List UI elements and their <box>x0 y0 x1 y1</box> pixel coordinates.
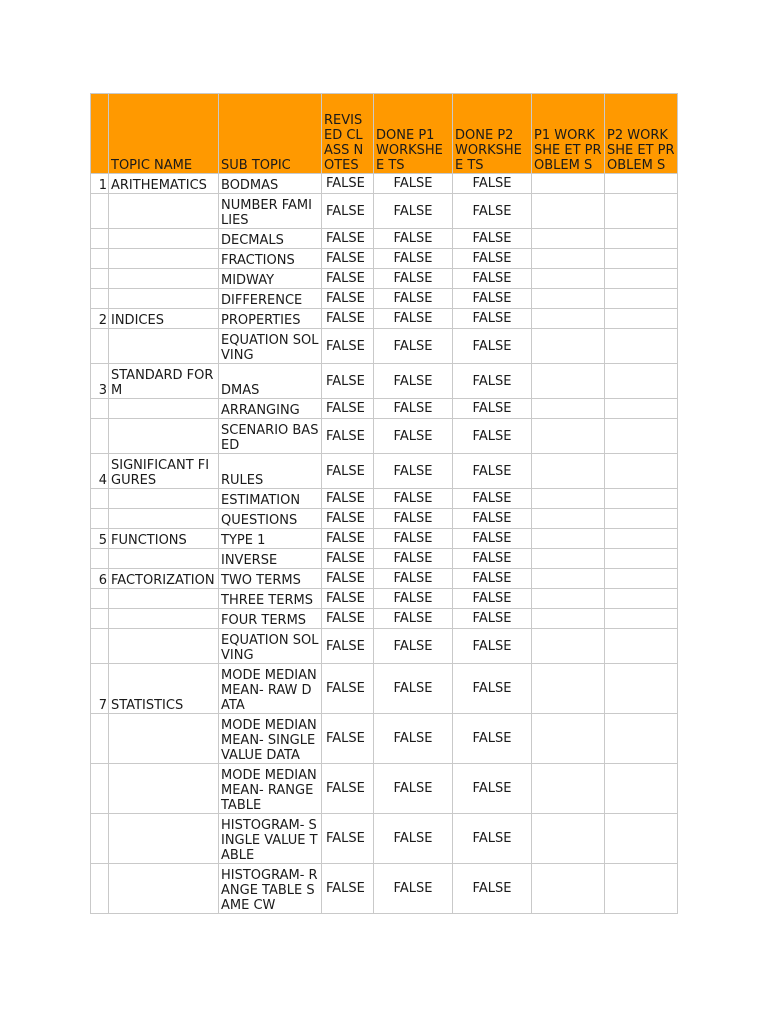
p2-problems-cell[interactable] <box>605 864 678 914</box>
sub-topic-cell[interactable]: DECMALS <box>219 229 322 249</box>
p1-worksheets-cell[interactable]: FALSE <box>374 714 453 764</box>
topic-name-cell[interactable] <box>109 814 219 864</box>
header-revised-class-notes[interactable]: REVIS ED CLASS NOTES <box>322 94 374 174</box>
row-number-cell[interactable] <box>91 864 109 914</box>
p1-problems-cell[interactable] <box>532 629 605 664</box>
revised-notes-cell[interactable]: FALSE <box>322 249 374 269</box>
p1-problems-cell[interactable] <box>532 269 605 289</box>
header-sub-topic[interactable]: SUB TOPIC <box>219 94 322 174</box>
p2-problems-cell[interactable] <box>605 419 678 454</box>
p1-problems-cell[interactable] <box>532 814 605 864</box>
p1-problems-cell[interactable] <box>532 229 605 249</box>
topic-name-cell[interactable]: FUNCTIONS <box>109 529 219 549</box>
table-row <box>91 529 678 549</box>
row-number-cell[interactable] <box>91 549 109 569</box>
p2-problems-cell[interactable] <box>605 489 678 509</box>
topic-name-cell[interactable] <box>109 864 219 914</box>
table-body <box>91 174 678 914</box>
table-row <box>91 174 678 194</box>
p2-problems-cell[interactable] <box>605 194 678 229</box>
revision-tracker-table <box>90 93 678 914</box>
p1-worksheets-cell[interactable]: FALSE <box>374 509 453 529</box>
sub-topic-cell[interactable]: TYPE 1 <box>219 529 322 549</box>
p1-worksheets-cell[interactable]: FALSE <box>374 489 453 509</box>
p1-problems-cell[interactable] <box>532 609 605 629</box>
row-number-cell[interactable] <box>91 589 109 609</box>
topic-name-cell[interactable] <box>109 289 219 309</box>
p2-worksheets-cell[interactable]: FALSE <box>453 529 532 549</box>
topic-name-cell[interactable]: STATISTICS <box>109 664 219 714</box>
p1-problems-cell[interactable] <box>532 289 605 309</box>
p1-worksheets-cell[interactable]: FALSE <box>374 569 453 589</box>
p2-worksheets-cell[interactable]: FALSE <box>453 419 532 454</box>
p1-problems-cell[interactable] <box>532 249 605 269</box>
p2-problems-cell[interactable] <box>605 399 678 419</box>
p2-problems-cell[interactable] <box>605 329 678 364</box>
topic-name-cell[interactable]: STANDARD FORM <box>109 364 219 399</box>
p1-worksheets-cell[interactable]: FALSE <box>374 174 453 194</box>
topic-name-cell[interactable] <box>109 419 219 454</box>
p1-problems-cell[interactable] <box>532 364 605 399</box>
p1-problems-cell[interactable] <box>532 454 605 489</box>
p1-problems-cell[interactable] <box>532 764 605 814</box>
p2-problems-cell[interactable] <box>605 609 678 629</box>
p1-worksheets-cell[interactable]: FALSE <box>374 249 453 269</box>
topic-name-cell[interactable]: SIGNIFICANT FIGURES <box>109 454 219 489</box>
topic-name-cell[interactable] <box>109 629 219 664</box>
topic-name-cell[interactable] <box>109 489 219 509</box>
sub-topic-cell[interactable]: HISTOGRAM- SINGLE VALUE TABLE <box>219 814 322 864</box>
topic-name-cell[interactable] <box>109 194 219 229</box>
sub-topic-cell[interactable]: FRACTIONS <box>219 249 322 269</box>
row-number-cell[interactable] <box>91 814 109 864</box>
revised-notes-cell[interactable]: FALSE <box>322 714 374 764</box>
table-row <box>91 229 678 249</box>
p1-problems-cell[interactable] <box>532 174 605 194</box>
sub-topic-cell[interactable]: RULES <box>219 454 322 489</box>
p2-worksheets-cell[interactable]: FALSE <box>453 399 532 419</box>
sub-topic-cell[interactable]: MODE MEDIAN MEAN- RAW DATA <box>219 664 322 714</box>
p2-worksheets-cell[interactable]: FALSE <box>453 664 532 714</box>
sub-topic-cell[interactable]: EQUATION SOLVING <box>219 329 322 364</box>
sub-topic-cell[interactable]: NUMBER FAMILIES <box>219 194 322 229</box>
row-number-cell[interactable]: 6 <box>91 569 109 589</box>
p2-worksheets-cell[interactable]: FALSE <box>453 364 532 399</box>
topic-name-cell[interactable] <box>109 249 219 269</box>
p2-worksheets-cell[interactable]: FALSE <box>453 549 532 569</box>
p1-problems-cell[interactable] <box>532 399 605 419</box>
table-row <box>91 309 678 329</box>
p2-problems-cell[interactable] <box>605 269 678 289</box>
table-row <box>91 609 678 629</box>
revised-notes-cell[interactable]: FALSE <box>322 309 374 329</box>
sub-topic-cell[interactable]: MODE MEDIAN MEAN- RANGE TABLE <box>219 764 322 814</box>
p2-worksheets-cell[interactable]: FALSE <box>453 289 532 309</box>
topic-name-cell[interactable] <box>109 609 219 629</box>
topic-name-cell[interactable] <box>109 714 219 764</box>
row-number-cell[interactable] <box>91 509 109 529</box>
topic-name-cell[interactable] <box>109 399 219 419</box>
table-row <box>91 589 678 609</box>
p1-worksheets-cell[interactable]: FALSE <box>374 364 453 399</box>
p2-worksheets-cell[interactable]: FALSE <box>453 329 532 364</box>
p1-problems-cell[interactable] <box>532 529 605 549</box>
p2-problems-cell[interactable] <box>605 664 678 714</box>
table-row <box>91 454 678 489</box>
p1-worksheets-cell[interactable]: FALSE <box>374 529 453 549</box>
revised-notes-cell[interactable]: FALSE <box>322 864 374 914</box>
p1-problems-cell[interactable] <box>532 509 605 529</box>
row-number-cell[interactable]: 1 <box>91 174 109 194</box>
table-row <box>91 289 678 309</box>
revised-notes-cell[interactable]: FALSE <box>322 529 374 549</box>
p2-worksheets-cell[interactable]: FALSE <box>453 509 532 529</box>
row-number-cell[interactable] <box>91 609 109 629</box>
header-number[interactable] <box>91 94 109 174</box>
sub-topic-cell[interactable]: INVERSE <box>219 549 322 569</box>
p2-problems-cell[interactable] <box>605 569 678 589</box>
p1-worksheets-cell[interactable]: FALSE <box>374 629 453 664</box>
p2-worksheets-cell[interactable]: FALSE <box>453 609 532 629</box>
sub-topic-cell[interactable]: THREE TERMS <box>219 589 322 609</box>
p2-worksheets-cell[interactable]: FALSE <box>453 194 532 229</box>
table-row <box>91 664 678 714</box>
sub-topic-cell[interactable]: EQUATION SOLVING <box>219 629 322 664</box>
topic-name-cell[interactable] <box>109 329 219 364</box>
p2-worksheets-cell[interactable]: FALSE <box>453 864 532 914</box>
table-row <box>91 364 678 399</box>
table-row <box>91 269 678 289</box>
topic-name-cell[interactable] <box>109 269 219 289</box>
p1-problems-cell[interactable] <box>532 489 605 509</box>
sub-topic-cell[interactable]: SCENARIO BASED <box>219 419 322 454</box>
sub-topic-cell[interactable]: PROPERTIES <box>219 309 322 329</box>
header-p1-worksheet-problems[interactable]: P1 WORKSHE ET PROBLEM S <box>532 94 605 174</box>
p2-problems-cell[interactable] <box>605 549 678 569</box>
p2-problems-cell[interactable] <box>605 814 678 864</box>
p1-problems-cell[interactable] <box>532 329 605 364</box>
p2-problems-cell[interactable] <box>605 589 678 609</box>
sub-topic-cell[interactable]: BODMAS <box>219 174 322 194</box>
row-number-cell[interactable]: 4 <box>91 454 109 489</box>
p1-worksheets-cell[interactable]: FALSE <box>374 589 453 609</box>
p2-problems-cell[interactable] <box>605 289 678 309</box>
row-number-cell[interactable] <box>91 249 109 269</box>
table-row <box>91 629 678 664</box>
table-row <box>91 569 678 589</box>
revised-notes-cell[interactable]: FALSE <box>322 589 374 609</box>
revised-notes-cell[interactable]: FALSE <box>322 569 374 589</box>
p2-problems-cell[interactable] <box>605 364 678 399</box>
sub-topic-cell[interactable]: DIFFERENCE <box>219 289 322 309</box>
row-number-cell[interactable] <box>91 329 109 364</box>
p2-worksheets-cell[interactable]: FALSE <box>453 229 532 249</box>
p2-worksheets-cell[interactable]: FALSE <box>453 489 532 509</box>
revised-notes-cell[interactable]: FALSE <box>322 764 374 814</box>
table-row <box>91 864 678 914</box>
p1-worksheets-cell[interactable]: FALSE <box>374 454 453 489</box>
sub-topic-cell[interactable]: HISTOGRAM- RANGE TABLE SAME CW <box>219 864 322 914</box>
row-number-cell[interactable] <box>91 289 109 309</box>
revised-notes-cell[interactable]: FALSE <box>322 329 374 364</box>
table-row <box>91 194 678 229</box>
p1-worksheets-cell[interactable]: FALSE <box>374 269 453 289</box>
topic-name-cell[interactable]: FACTORIZATION <box>109 569 219 589</box>
p1-problems-cell[interactable] <box>532 589 605 609</box>
revised-notes-cell[interactable]: FALSE <box>322 454 374 489</box>
p2-worksheets-cell[interactable]: FALSE <box>453 309 532 329</box>
topic-name-cell[interactable]: ARITHEMATICS <box>109 174 219 194</box>
table-row <box>91 489 678 509</box>
p1-worksheets-cell[interactable]: FALSE <box>374 864 453 914</box>
p2-problems-cell[interactable] <box>605 764 678 814</box>
header-topic-name[interactable]: TOPIC NAME <box>109 94 219 174</box>
p2-problems-cell[interactable] <box>605 174 678 194</box>
p2-problems-cell[interactable] <box>605 509 678 529</box>
table-row <box>91 399 678 419</box>
p2-worksheets-cell[interactable]: FALSE <box>453 714 532 764</box>
revised-notes-cell[interactable]: FALSE <box>322 549 374 569</box>
row-number-cell[interactable]: 2 <box>91 309 109 329</box>
sub-topic-cell[interactable]: ARRANGING <box>219 399 322 419</box>
p1-problems-cell[interactable] <box>532 569 605 589</box>
row-number-cell[interactable] <box>91 489 109 509</box>
revised-notes-cell[interactable]: FALSE <box>322 174 374 194</box>
row-number-cell[interactable] <box>91 269 109 289</box>
header-row <box>91 94 678 174</box>
p2-problems-cell[interactable] <box>605 714 678 764</box>
topic-name-cell[interactable]: INDICES <box>109 309 219 329</box>
revised-notes-cell[interactable]: FALSE <box>322 509 374 529</box>
revised-notes-cell[interactable]: FALSE <box>322 489 374 509</box>
revised-notes-cell[interactable]: FALSE <box>322 289 374 309</box>
table-row <box>91 249 678 269</box>
p1-worksheets-cell[interactable]: FALSE <box>374 419 453 454</box>
topic-name-cell[interactable] <box>109 509 219 529</box>
sub-topic-cell[interactable]: QUESTIONS <box>219 509 322 529</box>
table-row <box>91 329 678 364</box>
row-number-cell[interactable]: 3 <box>91 364 109 399</box>
p1-problems-cell[interactable] <box>532 549 605 569</box>
p2-problems-cell[interactable] <box>605 529 678 549</box>
table-row <box>91 814 678 864</box>
topic-name-cell[interactable] <box>109 229 219 249</box>
row-number-cell[interactable] <box>91 764 109 814</box>
sub-topic-cell[interactable]: TWO TERMS <box>219 569 322 589</box>
topic-name-cell[interactable] <box>109 764 219 814</box>
topic-name-cell[interactable] <box>109 549 219 569</box>
row-number-cell[interactable] <box>91 229 109 249</box>
row-number-cell[interactable]: 7 <box>91 664 109 714</box>
p1-problems-cell[interactable] <box>532 864 605 914</box>
p1-worksheets-cell[interactable]: FALSE <box>374 609 453 629</box>
revised-notes-cell[interactable]: FALSE <box>322 814 374 864</box>
p1-worksheets-cell[interactable]: FALSE <box>374 764 453 814</box>
revised-notes-cell[interactable]: FALSE <box>322 269 374 289</box>
sub-topic-cell[interactable]: DMAS <box>219 364 322 399</box>
p2-worksheets-cell[interactable]: FALSE <box>453 589 532 609</box>
p1-problems-cell[interactable] <box>532 309 605 329</box>
p2-worksheets-cell[interactable]: FALSE <box>453 629 532 664</box>
table-row <box>91 509 678 529</box>
row-number-cell[interactable] <box>91 419 109 454</box>
p2-worksheets-cell[interactable]: FALSE <box>453 569 532 589</box>
p1-problems-cell[interactable] <box>532 194 605 229</box>
p1-problems-cell[interactable] <box>532 714 605 764</box>
sub-topic-cell[interactable]: FOUR TERMS <box>219 609 322 629</box>
p1-worksheets-cell[interactable]: FALSE <box>374 194 453 229</box>
p1-worksheets-cell[interactable]: FALSE <box>374 399 453 419</box>
row-number-cell[interactable] <box>91 194 109 229</box>
row-number-cell[interactable] <box>91 629 109 664</box>
revised-notes-cell[interactable]: FALSE <box>322 609 374 629</box>
sub-topic-cell[interactable]: ESTIMATION <box>219 489 322 509</box>
p2-worksheets-cell[interactable]: FALSE <box>453 764 532 814</box>
p1-problems-cell[interactable] <box>532 664 605 714</box>
header-p2-worksheet-problems[interactable]: P2 WORKSHE ET PROBLEM S <box>605 94 678 174</box>
revised-notes-cell[interactable]: FALSE <box>322 364 374 399</box>
revised-notes-cell[interactable]: FALSE <box>322 419 374 454</box>
p2-worksheets-cell[interactable]: FALSE <box>453 269 532 289</box>
table-row <box>91 764 678 814</box>
p2-problems-cell[interactable] <box>605 454 678 489</box>
revised-notes-cell[interactable]: FALSE <box>322 399 374 419</box>
sub-topic-cell[interactable]: MODE MEDIAN MEAN- SINGLE VALUE DATA <box>219 714 322 764</box>
p2-problems-cell[interactable] <box>605 229 678 249</box>
p2-problems-cell[interactable] <box>605 629 678 664</box>
sub-topic-cell[interactable]: MIDWAY <box>219 269 322 289</box>
p2-problems-cell[interactable] <box>605 309 678 329</box>
p2-worksheets-cell[interactable]: FALSE <box>453 454 532 489</box>
p2-problems-cell[interactable] <box>605 249 678 269</box>
revised-notes-cell[interactable]: FALSE <box>322 229 374 249</box>
revised-notes-cell[interactable]: FALSE <box>322 629 374 664</box>
table-row <box>91 549 678 569</box>
table-row <box>91 714 678 764</box>
p1-worksheets-cell[interactable]: FALSE <box>374 549 453 569</box>
p1-worksheets-cell[interactable]: FALSE <box>374 309 453 329</box>
p1-worksheets-cell[interactable]: FALSE <box>374 664 453 714</box>
p1-worksheets-cell[interactable]: FALSE <box>374 289 453 309</box>
p1-worksheets-cell[interactable]: FALSE <box>374 329 453 364</box>
p1-worksheets-cell[interactable]: FALSE <box>374 229 453 249</box>
row-number-cell[interactable]: 5 <box>91 529 109 549</box>
p2-worksheets-cell[interactable]: FALSE <box>453 814 532 864</box>
row-number-cell[interactable] <box>91 399 109 419</box>
p1-problems-cell[interactable] <box>532 419 605 454</box>
topic-name-cell[interactable] <box>109 589 219 609</box>
header-done-p2-worksheets[interactable]: DONE P2 WORKSHEE TS <box>453 94 532 174</box>
header-done-p1-worksheets[interactable]: DONE P1 WORKSHEE TS <box>374 94 453 174</box>
p2-worksheets-cell[interactable]: FALSE <box>453 174 532 194</box>
table-row <box>91 419 678 454</box>
p2-worksheets-cell[interactable]: FALSE <box>453 249 532 269</box>
p1-worksheets-cell[interactable]: FALSE <box>374 814 453 864</box>
revised-notes-cell[interactable]: FALSE <box>322 194 374 229</box>
revised-notes-cell[interactable]: FALSE <box>322 664 374 714</box>
row-number-cell[interactable] <box>91 714 109 764</box>
